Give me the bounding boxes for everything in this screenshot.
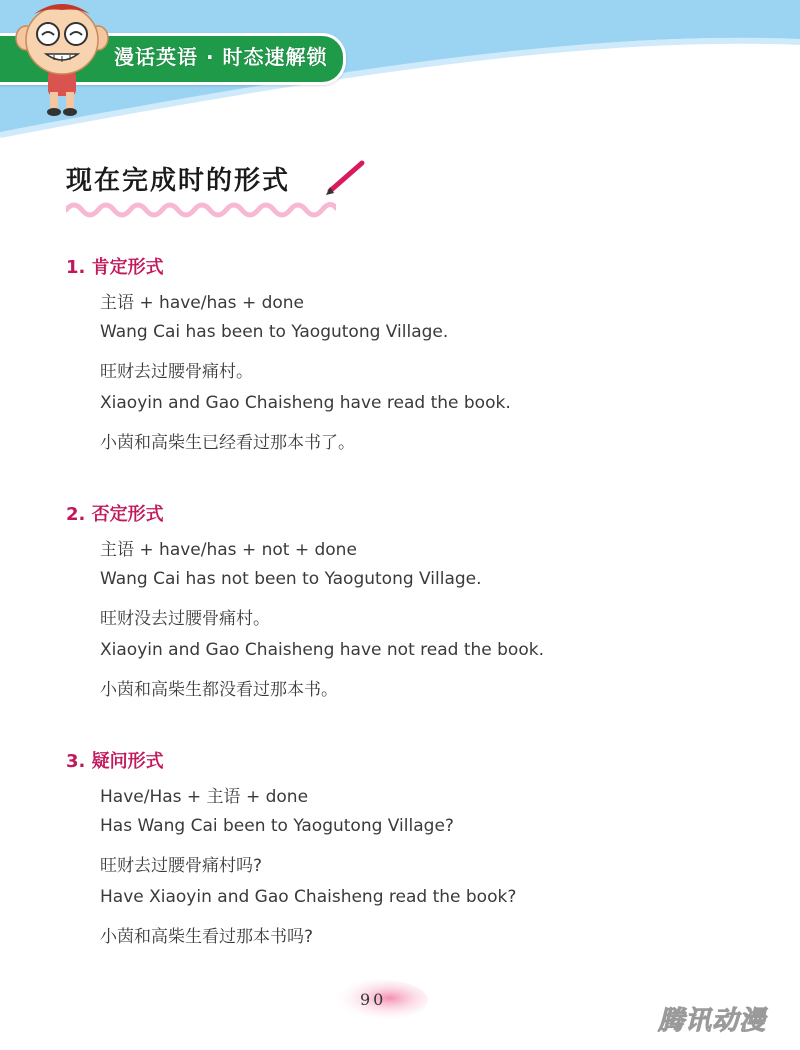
example-chinese: 旺财去过腰骨痛村。 bbox=[100, 362, 253, 382]
example-english: Have Xiaoyin and Gao Chaisheng read the book? bbox=[100, 887, 517, 907]
heading-interrogative: 3. 疑问形式 bbox=[66, 751, 164, 772]
section-title: 现在完成时的形式 bbox=[66, 166, 291, 196]
formula-line: 主语 + have/has + done bbox=[100, 293, 305, 313]
heading-negative: 2. 否定形式 bbox=[66, 504, 164, 525]
watermark-logo: 腾讯动漫 bbox=[658, 1006, 767, 1036]
example-english: Has Wang Cai been to Yaogutong Village? bbox=[100, 816, 454, 836]
example-english: Xiaoyin and Gao Chaisheng have read the book. bbox=[100, 393, 511, 413]
formula-line: Have/Has + 主语 + done bbox=[100, 787, 309, 807]
example-chinese: 旺财没去过腰骨痛村。 bbox=[100, 609, 270, 629]
example-english: Wang Cai has been to Yaogutong Village. bbox=[100, 322, 449, 342]
pencil-icon bbox=[322, 157, 372, 197]
formula-line: 主语 + have/has + not + done bbox=[100, 540, 357, 560]
example-chinese: 小茵和高柴生已经看过那本书了。 bbox=[100, 433, 355, 453]
example-chinese: 旺财去过腰骨痛村吗? bbox=[100, 856, 263, 876]
example-chinese: 小茵和高柴生看过那本书吗? bbox=[100, 927, 314, 947]
decorative-wave-underline bbox=[66, 198, 336, 218]
example-chinese: 小茵和高柴生都没看过那本书。 bbox=[100, 680, 338, 700]
heading-affirmative: 1. 肯定形式 bbox=[66, 257, 164, 278]
mascot-character-icon bbox=[12, 0, 112, 118]
page-number: 90 bbox=[360, 990, 387, 1009]
example-english: Wang Cai has not been to Yaogutong Village. bbox=[100, 569, 482, 589]
example-english: Xiaoyin and Gao Chaisheng have not read the book. bbox=[100, 640, 544, 660]
series-title: 漫话英语 · 时态速解锁 bbox=[114, 45, 328, 69]
